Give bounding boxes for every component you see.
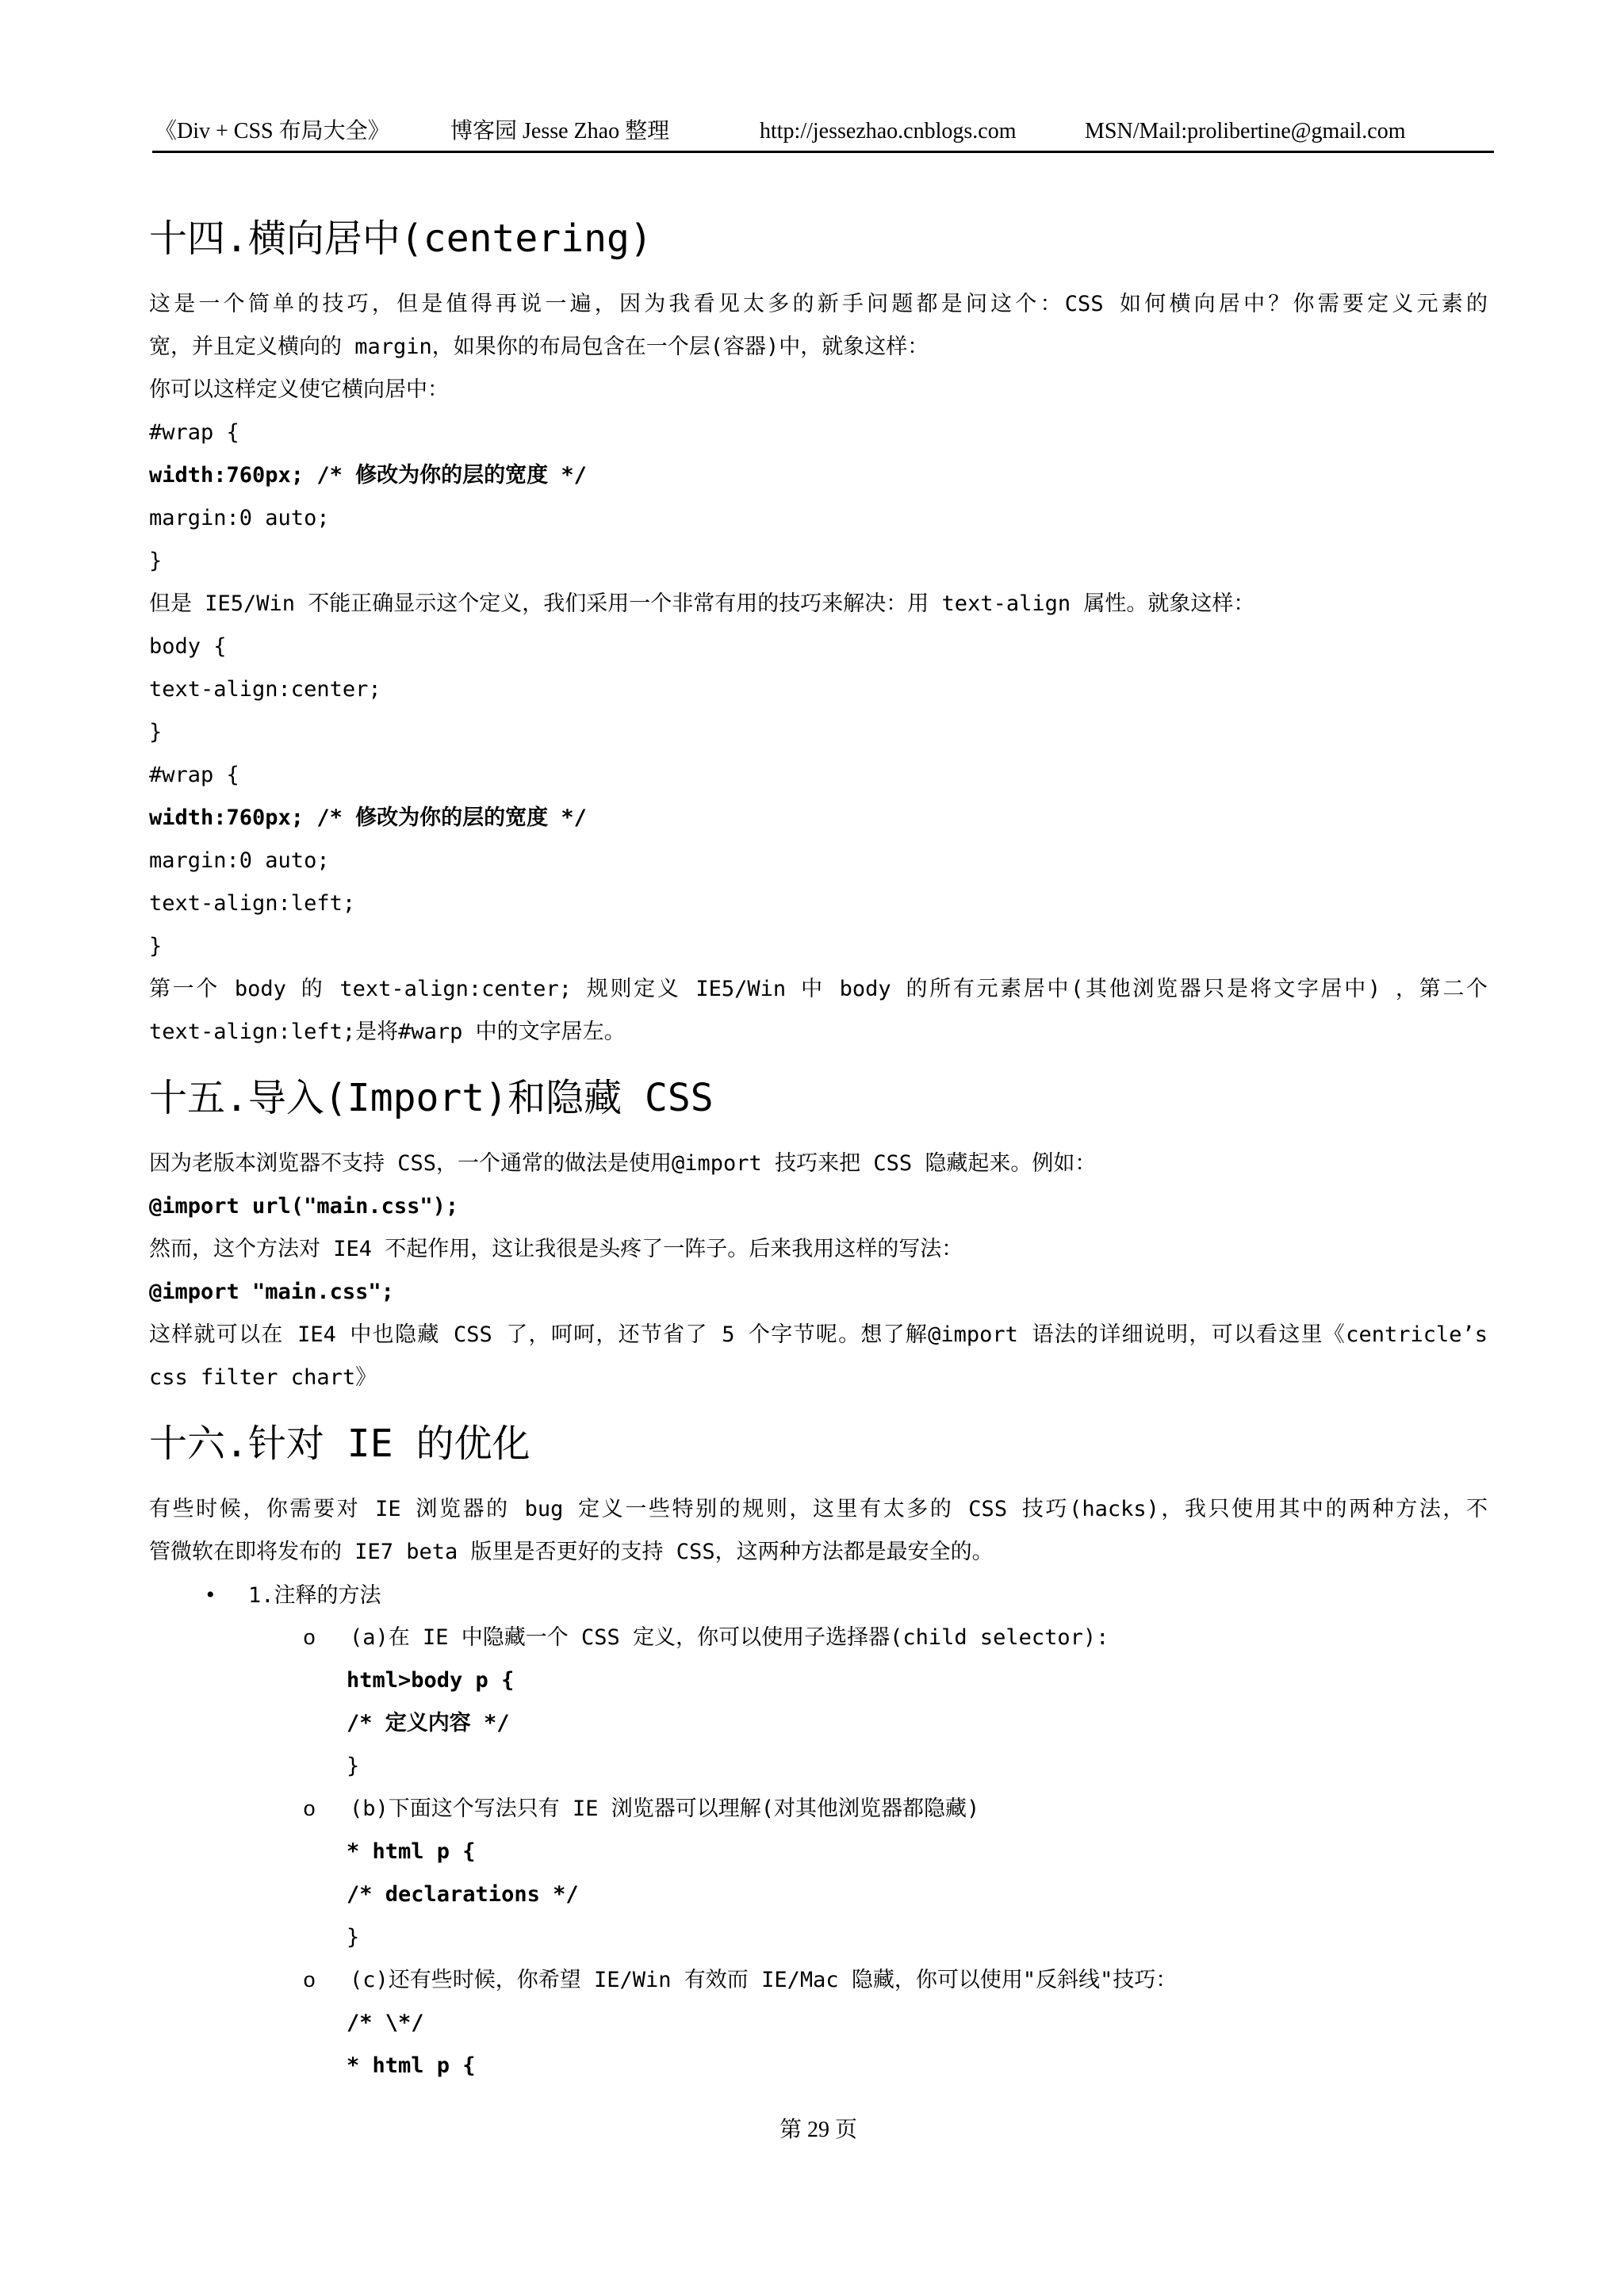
text-line: 这样就可以在 IE4 中也隐藏 CSS 了，呵呵，还节省了 5 个字节呢。想了解@import 语法的详细说明，可以看这里《centricle’s — [149, 1322, 1488, 1347]
list-item-label: 1.注释的方法 — [248, 1583, 381, 1608]
text-line: 但是 IE5/Win 不能正确显示这个定义，我们采用一个非常有用的技巧来解决：用 text-align 属性。就象这样： — [149, 591, 1255, 616]
code-line: /* 定义内容 */ — [347, 1711, 510, 1735]
list-item — [149, 1574, 1488, 1617]
header-book-title: 《Div + CSS 布局大全》 — [155, 119, 390, 144]
sub-list-item-text: (a)在 IE 中隐藏一个 CSS 定义，你可以使用子选择器(child selector): — [350, 1625, 1109, 1650]
sub-bullet-marker: o — [303, 1970, 316, 1994]
sub-list-item-text: (c)还有些时候，你希望 IE/Win 有效而 IE/Mac 隐藏，你可以使用"反斜线"技巧： — [350, 1968, 1178, 1992]
header-contact: MSN/Mail:prolibertine@gmail.com — [1085, 119, 1406, 144]
header-author: 博客园 Jesse Zhao 整理 — [450, 119, 670, 144]
page-content — [149, 194, 1488, 2087]
code-line: width:760px; /* 修改为你的层的宽度 */ — [149, 463, 587, 488]
text-line: 然而，这个方法对 IE4 不起作用，这让我很是头疼了一阵子。后来我用这样的写法： — [149, 1237, 963, 1261]
code-line: @import "main.css"; — [149, 1280, 394, 1304]
code-line: body { — [149, 634, 227, 659]
code-line: /* \*/ — [347, 2011, 424, 2035]
sub-list-item — [149, 1959, 1488, 2002]
section-heading: 十五.导入(Import)和隐藏 CSS — [149, 1076, 714, 1120]
header-rule — [152, 151, 1494, 153]
code-line: } — [149, 934, 163, 959]
section-heading: 十四.横向居中(centering) — [149, 216, 653, 261]
sub-bullet-marker: o — [303, 1628, 316, 1651]
code-line: * html p { — [347, 2053, 476, 2078]
text-line: 管微软在即将发布的 IE7 beta 版里是否更好的支持 CSS，这两种方法都是最安全的。 — [149, 1540, 994, 1564]
code-line: #wrap { — [149, 763, 239, 787]
text-line: 因为老版本浏览器不支持 CSS，一个通常的做法是使用@import 技巧来把 CSS 隐藏起来。例如： — [149, 1151, 1097, 1176]
code-line: } — [347, 1925, 360, 1950]
code-line: * html p { — [347, 1839, 476, 1864]
page-number: 第 29 页 — [779, 2118, 857, 2142]
code-line: text-align:center; — [149, 677, 381, 702]
sub-list-item — [149, 1617, 1488, 1659]
sub-list-item-text: (b)下面这个写法只有 IE 浏览器可以理解(对其他浏览器都隐藏) — [350, 1797, 980, 1821]
code-line: } — [347, 1754, 360, 1778]
header-url: http://jessezhao.cnblogs.com — [760, 119, 1017, 144]
text-line: css filter chart》 — [149, 1365, 377, 1390]
bullet-marker: • — [206, 1582, 215, 1608]
code-line: margin:0 auto; — [149, 848, 330, 873]
code-line: width:760px; /* 修改为你的层的宽度 */ — [149, 806, 587, 830]
section-heading: 十六.针对 IE 的优化 — [149, 1422, 530, 1466]
code-line: /* declarations */ — [347, 1882, 579, 1907]
text-line: 有些时候，你需要对 IE 浏览器的 bug 定义一些特别的规则，这里有太多的 CSS 技巧(hacks)，我只使用其中的两种方法，不 — [149, 1497, 1488, 1521]
code-line: } — [149, 549, 163, 573]
text-line: 宽，并且定义横向的 margin，如果你的布局包含在一个层(容器)中，就象这样： — [149, 335, 929, 359]
code-line: html>body p { — [347, 1668, 515, 1693]
text-line: text-align:left;是将#warp 中的文字居左。 — [149, 1020, 626, 1044]
code-line: #wrap { — [149, 420, 239, 445]
sub-bullet-marker: o — [303, 1799, 316, 1823]
code-line: text-align:left; — [149, 891, 356, 916]
text-line: 你可以这样定义使它横向居中： — [149, 377, 449, 402]
code-line: @import url("main.css"); — [149, 1194, 459, 1219]
text-line: 第一个 body 的 text-align:center; 规则定义 IE5/Win 中 body 的所有元素居中(其他浏览器只是将文字居中) ，第二个 — [149, 977, 1488, 1001]
text-line: 这是一个简单的技巧，但是值得再说一遍，因为我看见太多的新手问题都是问这个：CSS 如何横向居中？你需要定义元素的 — [149, 292, 1488, 316]
code-line: margin:0 auto; — [149, 506, 330, 530]
sub-list-item — [149, 1788, 1488, 1831]
code-line: } — [149, 720, 163, 744]
